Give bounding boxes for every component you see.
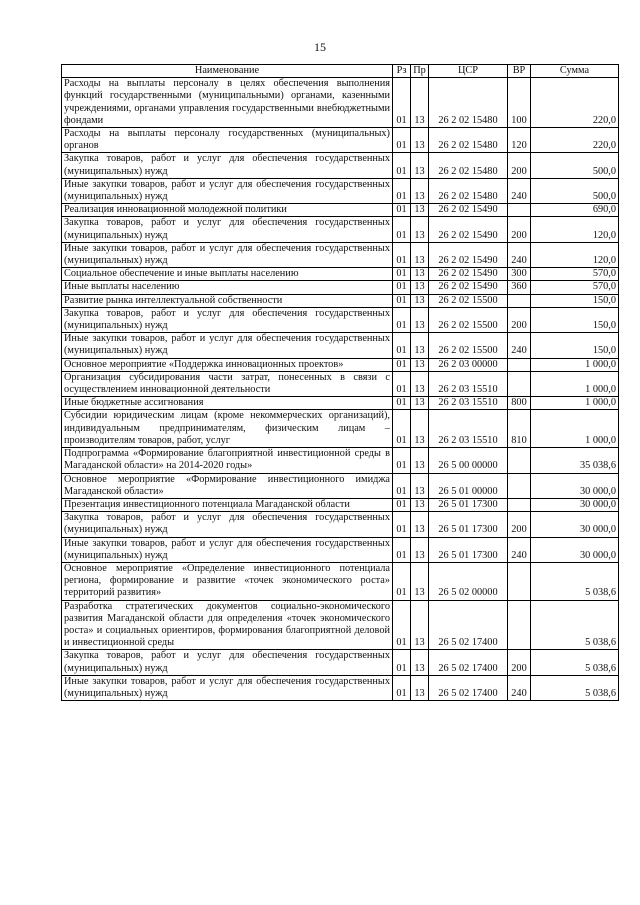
cell-rz: 01: [393, 294, 411, 307]
cell-pr: 13: [411, 358, 429, 371]
cell-csr: 26 2 02 15500: [429, 294, 508, 307]
cell-vr: 360: [508, 281, 531, 294]
table-row: [62, 307, 619, 332]
cell-rz: 01: [393, 358, 411, 371]
cell-rz: 01: [393, 307, 411, 332]
cell-csr: 26 5 00 00000: [429, 448, 508, 473]
cell-pr: 13: [411, 294, 429, 307]
cell-sum: 570,0: [531, 281, 619, 294]
cell-pr: 13: [411, 371, 429, 396]
cell-vr: [508, 294, 531, 307]
cell-name: Субсидии юридическим лицам (кроме некоммерческих организаций), индивидуальным предпринимателям, физическим лицам – производителям товаров, работ, услуг: [62, 410, 393, 448]
cell-name: Иные закупки товаров, работ и услуг для обеспечения государственных (муниципальных) нужд: [62, 675, 393, 700]
cell-pr: 13: [411, 307, 429, 332]
cell-sum: 5 038,6: [531, 562, 619, 600]
cell-vr: 200: [508, 153, 531, 178]
cell-vr: 240: [508, 537, 531, 562]
cell-sum: 120,0: [531, 242, 619, 267]
cell-rz: 01: [393, 498, 411, 511]
cell-pr: 13: [411, 600, 429, 650]
cell-pr: 13: [411, 537, 429, 562]
cell-vr: [508, 448, 531, 473]
cell-name: Иные закупки товаров, работ и услуг для обеспечения государственных (муниципальных) нужд: [62, 333, 393, 358]
cell-csr: 26 5 02 17400: [429, 675, 508, 700]
cell-pr: 13: [411, 153, 429, 178]
cell-vr: 200: [508, 307, 531, 332]
cell-name: Расходы на выплаты персоналу в целях обеспечения выполнения функций государственными (муниципальными) органами, казенными учреждениями, органами управления государственными внебюджетными фондами: [62, 78, 393, 128]
cell-sum: 220,0: [531, 128, 619, 153]
cell-vr: 200: [508, 650, 531, 675]
table-row: [62, 178, 619, 203]
cell-name: Подпрограмма «Формирование благоприятной инвестиционной среды в Магаданской области» на 2014-2020 годы»: [62, 448, 393, 473]
cell-sum: 5 038,6: [531, 675, 619, 700]
cell-vr: [508, 473, 531, 498]
cell-sum: 220,0: [531, 78, 619, 128]
cell-csr: 26 2 02 15490: [429, 242, 508, 267]
header-pr: Пр: [411, 65, 429, 78]
cell-sum: 150,0: [531, 307, 619, 332]
header-rz: Рз: [393, 65, 411, 78]
table-body: [62, 78, 619, 701]
cell-csr: 26 2 02 15480: [429, 78, 508, 128]
cell-rz: 01: [393, 675, 411, 700]
cell-rz: 01: [393, 537, 411, 562]
cell-rz: 01: [393, 397, 411, 410]
cell-pr: 13: [411, 498, 429, 511]
cell-name: Закупка товаров, работ и услуг для обеспечения государственных (муниципальных) нужд: [62, 512, 393, 537]
cell-rz: 01: [393, 268, 411, 281]
cell-pr: 13: [411, 675, 429, 700]
cell-vr: 240: [508, 242, 531, 267]
cell-sum: 120,0: [531, 217, 619, 242]
cell-name: Разработка стратегических документов социально-экономического развития Магаданской области для определения «точек экономического роста» и социальных ориентиров, формирования благоприятной деловой и инвестиционной среды: [62, 600, 393, 650]
cell-sum: 35 038,6: [531, 448, 619, 473]
cell-csr: 26 5 02 00000: [429, 562, 508, 600]
table-row: [62, 78, 619, 128]
cell-sum: 30 000,0: [531, 537, 619, 562]
table-row: [62, 204, 619, 217]
cell-csr: 26 2 02 15480: [429, 178, 508, 203]
page-number: 15: [314, 40, 326, 54]
cell-vr: 300: [508, 268, 531, 281]
cell-sum: 1 000,0: [531, 397, 619, 410]
table-row: [62, 333, 619, 358]
cell-rz: 01: [393, 650, 411, 675]
cell-rz: 01: [393, 153, 411, 178]
cell-pr: 13: [411, 397, 429, 410]
cell-rz: 01: [393, 448, 411, 473]
cell-csr: 26 5 01 00000: [429, 473, 508, 498]
cell-pr: 13: [411, 78, 429, 128]
cell-csr: 26 2 02 15490: [429, 268, 508, 281]
cell-pr: 13: [411, 128, 429, 153]
cell-name: Основное мероприятие «Поддержка инновационных проектов»: [62, 358, 393, 371]
cell-rz: 01: [393, 204, 411, 217]
cell-vr: [508, 562, 531, 600]
cell-rz: 01: [393, 333, 411, 358]
cell-pr: 13: [411, 178, 429, 203]
cell-vr: 240: [508, 178, 531, 203]
cell-sum: 30 000,0: [531, 473, 619, 498]
cell-sum: 500,0: [531, 178, 619, 203]
table-row: [62, 397, 619, 410]
cell-name: Иные бюджетные ассигнования: [62, 397, 393, 410]
cell-pr: 13: [411, 268, 429, 281]
cell-csr: 26 2 03 15510: [429, 397, 508, 410]
cell-pr: 13: [411, 410, 429, 448]
cell-pr: 13: [411, 448, 429, 473]
cell-rz: 01: [393, 410, 411, 448]
cell-rz: 01: [393, 242, 411, 267]
table-row: [62, 600, 619, 650]
cell-rz: 01: [393, 371, 411, 396]
cell-csr: 26 2 02 15480: [429, 153, 508, 178]
cell-vr: [508, 498, 531, 511]
cell-vr: [508, 600, 531, 650]
cell-name: Закупка товаров, работ и услуг для обеспечения государственных (муниципальных) нужд: [62, 650, 393, 675]
cell-csr: 26 2 02 15500: [429, 333, 508, 358]
cell-rz: 01: [393, 473, 411, 498]
cell-vr: [508, 204, 531, 217]
cell-rz: 01: [393, 600, 411, 650]
cell-name: Основное мероприятие «Определение инвестиционного потенциала региона, формирование и развитие «точек экономического роста» территорий развития»: [62, 562, 393, 600]
cell-rz: 01: [393, 217, 411, 242]
table-row: [62, 153, 619, 178]
table-row: [62, 675, 619, 700]
cell-csr: 26 5 01 17300: [429, 512, 508, 537]
cell-csr: 26 5 01 17300: [429, 537, 508, 562]
cell-sum: 1 000,0: [531, 410, 619, 448]
cell-vr: 100: [508, 78, 531, 128]
cell-csr: 26 2 03 00000: [429, 358, 508, 371]
cell-rz: 01: [393, 128, 411, 153]
table-row: [62, 371, 619, 396]
cell-pr: 13: [411, 204, 429, 217]
table-row: [62, 217, 619, 242]
cell-vr: [508, 371, 531, 396]
cell-sum: 5 038,6: [531, 600, 619, 650]
cell-pr: 13: [411, 562, 429, 600]
cell-sum: 30 000,0: [531, 498, 619, 511]
table-row: [62, 448, 619, 473]
cell-csr: 26 2 02 15490: [429, 204, 508, 217]
cell-vr: 800: [508, 397, 531, 410]
cell-rz: 01: [393, 78, 411, 128]
table-row: [62, 650, 619, 675]
cell-name: Иные закупки товаров, работ и услуг для обеспечения государственных (муниципальных) нужд: [62, 537, 393, 562]
table-row: [62, 242, 619, 267]
cell-name: Иные закупки товаров, работ и услуг для обеспечения государственных (муниципальных) нужд: [62, 242, 393, 267]
cell-csr: 26 2 02 15490: [429, 281, 508, 294]
cell-sum: 1 000,0: [531, 358, 619, 371]
cell-rz: 01: [393, 512, 411, 537]
cell-csr: 26 2 03 15510: [429, 371, 508, 396]
cell-vr: 200: [508, 512, 531, 537]
cell-name: Закупка товаров, работ и услуг для обеспечения государственных (муниципальных) нужд: [62, 217, 393, 242]
cell-sum: 690,0: [531, 204, 619, 217]
cell-name: Организация субсидирования части затрат, понесенных в связи с осуществлением инновационной деятельности: [62, 371, 393, 396]
cell-rz: 01: [393, 281, 411, 294]
cell-csr: 26 2 02 15490: [429, 217, 508, 242]
header-csr: ЦСР: [429, 65, 508, 78]
budget-table: [61, 64, 619, 701]
cell-name: Развитие рынка интеллектуальной собственности: [62, 294, 393, 307]
cell-sum: 150,0: [531, 333, 619, 358]
cell-name: Закупка товаров, работ и услуг для обеспечения государственных (муниципальных) нужд: [62, 307, 393, 332]
cell-pr: 13: [411, 242, 429, 267]
cell-vr: [508, 358, 531, 371]
cell-pr: 13: [411, 650, 429, 675]
cell-csr: 26 5 01 17300: [429, 498, 508, 511]
cell-name: Расходы на выплаты персоналу государственных (муниципальных) органов: [62, 128, 393, 153]
cell-name: Социальное обеспечение и иные выплаты населению: [62, 268, 393, 281]
cell-sum: 500,0: [531, 153, 619, 178]
table-row: [62, 268, 619, 281]
table-row: [62, 281, 619, 294]
cell-pr: 13: [411, 333, 429, 358]
header-sum: Сумма: [531, 65, 619, 78]
table-row: [62, 410, 619, 448]
cell-pr: 13: [411, 512, 429, 537]
cell-pr: 13: [411, 281, 429, 294]
table-row: [62, 294, 619, 307]
cell-vr: 120: [508, 128, 531, 153]
header-vr: ВР: [508, 65, 531, 78]
table-row: [62, 537, 619, 562]
cell-sum: 1 000,0: [531, 371, 619, 396]
table-row: [62, 498, 619, 511]
cell-name: Реализация инновационной молодежной политики: [62, 204, 393, 217]
cell-vr: 200: [508, 217, 531, 242]
cell-name: Основное мероприятие «Формирование инвестиционного имиджа Магаданской области»: [62, 473, 393, 498]
table-row: [62, 128, 619, 153]
cell-sum: 30 000,0: [531, 512, 619, 537]
header-name: Наименование: [62, 65, 393, 78]
cell-name: Закупка товаров, работ и услуг для обеспечения государственных (муниципальных) нужд: [62, 153, 393, 178]
cell-csr: 26 2 02 15480: [429, 128, 508, 153]
cell-csr: 26 2 02 15500: [429, 307, 508, 332]
table-row: [62, 512, 619, 537]
cell-csr: 26 5 02 17400: [429, 600, 508, 650]
cell-csr: 26 5 02 17400: [429, 650, 508, 675]
cell-pr: 13: [411, 473, 429, 498]
cell-name: Презентация инвестиционного потенциала Магаданской области: [62, 498, 393, 511]
cell-vr: 240: [508, 675, 531, 700]
cell-pr: 13: [411, 217, 429, 242]
cell-name: Иные закупки товаров, работ и услуг для обеспечения государственных (муниципальных) нужд: [62, 178, 393, 203]
cell-rz: 01: [393, 562, 411, 600]
table-header-row: [62, 65, 619, 78]
cell-sum: 150,0: [531, 294, 619, 307]
table-row: [62, 473, 619, 498]
table-row: [62, 562, 619, 600]
cell-name: Иные выплаты населению: [62, 281, 393, 294]
table-row: [62, 358, 619, 371]
cell-sum: 570,0: [531, 268, 619, 281]
cell-vr: 240: [508, 333, 531, 358]
cell-sum: 5 038,6: [531, 650, 619, 675]
cell-csr: 26 2 03 15510: [429, 410, 508, 448]
cell-vr: 810: [508, 410, 531, 448]
cell-rz: 01: [393, 178, 411, 203]
